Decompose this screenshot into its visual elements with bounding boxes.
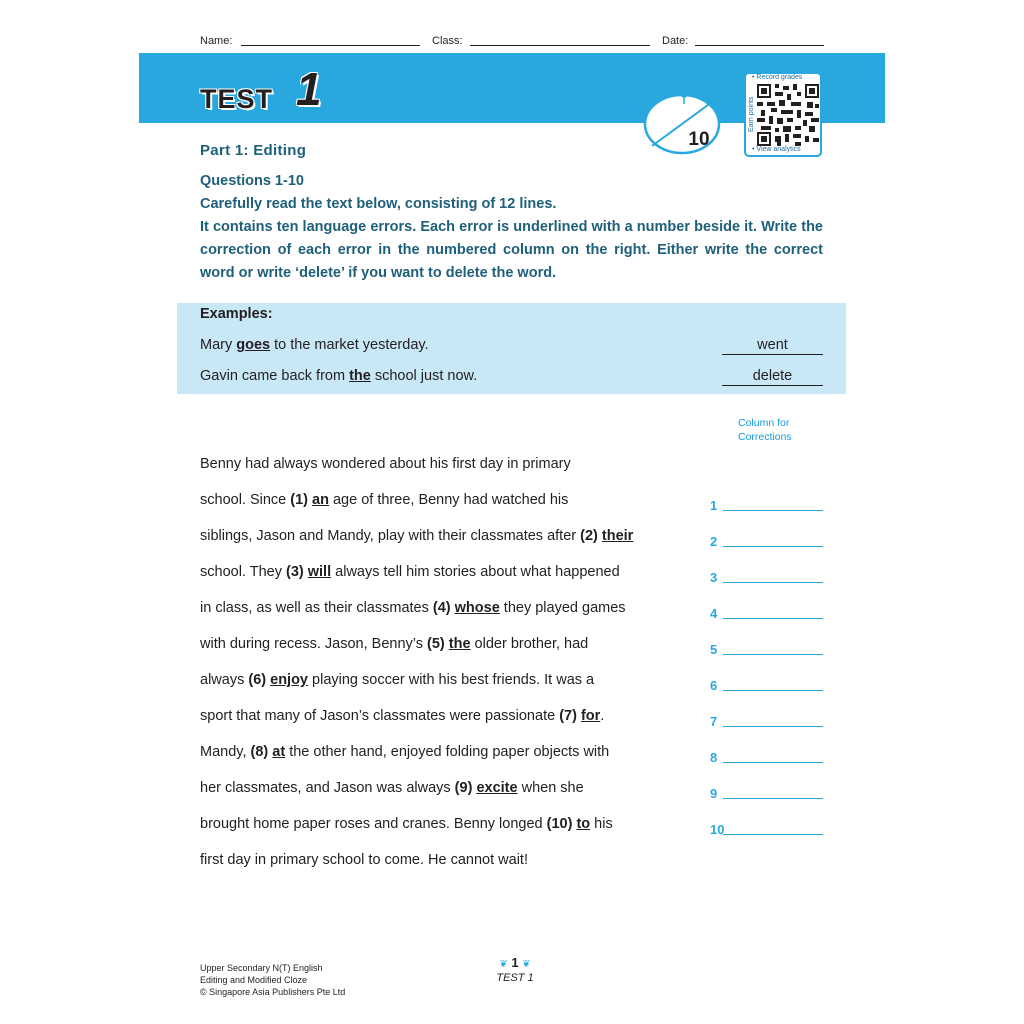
answer-number: 7 <box>710 714 718 729</box>
error-word: the <box>448 636 471 652</box>
test-number: 1 <box>296 63 322 115</box>
qr-analytics-text: • View analytics <box>752 146 801 153</box>
answer-number: 4 <box>710 606 718 621</box>
passage-line: first day in primary school to come. He cannot wait! <box>200 852 528 868</box>
name-field[interactable] <box>241 45 420 46</box>
class-field[interactable] <box>470 45 650 46</box>
example-error-word: goes <box>236 337 271 353</box>
footer-publisher: Upper Secondary N(T) English Editing and Modified Cloze © Singapore Asia Publishers Pte Ltd <box>200 963 346 997</box>
answer-field-5[interactable] <box>723 654 823 655</box>
error-word: whose <box>454 600 500 616</box>
passage-line: sport that many of Jason’s classmates were passionate (7) for. <box>200 708 605 724</box>
passage-line: Benny had always wondered about his first day in primary <box>200 456 571 472</box>
passage-line: in class, as well as their classmates (4) whose they played games <box>200 600 626 616</box>
page-number: ❦ 1 ❦ <box>499 955 531 970</box>
answer-number: 1 <box>710 498 718 513</box>
answer-number: 8 <box>710 750 718 765</box>
answer-field-4[interactable] <box>723 618 823 619</box>
page-test-label: TEST 1 <box>496 972 534 984</box>
passage-line: her classmates, and Jason was always (9) excite when she <box>200 780 584 796</box>
instruction-line: Carefully read the text below, consisting of 12 lines. <box>200 196 557 212</box>
example-answer: went <box>722 337 823 355</box>
example-sentence: Mary goes to the market yesterday. <box>200 337 429 353</box>
passage-line: always (6) enjoy playing soccer with his best friends. It was a <box>200 672 595 688</box>
error-word: at <box>272 744 286 760</box>
error-word: to <box>576 816 591 832</box>
example-sentence: Gavin came back from the school just now. <box>200 368 478 384</box>
answer-field-8[interactable] <box>723 762 823 763</box>
answer-number: 2 <box>710 534 718 549</box>
answer-field-9[interactable] <box>723 798 823 799</box>
name-label: Name: <box>200 35 233 47</box>
answer-field-6[interactable] <box>723 690 823 691</box>
answer-number: 10 <box>710 822 725 837</box>
answer-number: 9 <box>710 786 718 801</box>
instruction-paragraph: It contains ten language errors. Each error is underlined with a number beside it. Write the correction of each error in the numbered column on the right. Either write the correct word or write ‘delete’ if you want to delete the word. <box>200 219 823 281</box>
test-title: TEST <box>200 84 274 114</box>
passage-line: school. They (3) will always tell him stories about what happened <box>200 564 620 580</box>
passage-line: Mandy, (8) at the other hand, enjoyed folding paper objects with <box>200 744 610 760</box>
error-word: for <box>580 708 601 724</box>
answer-field-1[interactable] <box>723 510 823 511</box>
part-title: Part 1: Editing <box>200 142 307 159</box>
class-label: Class: <box>432 35 463 47</box>
score-disk <box>640 88 726 160</box>
qr-code-icon[interactable] <box>757 84 819 146</box>
qr-record-text: • Record grades <box>752 74 803 81</box>
answer-number: 5 <box>710 642 718 657</box>
answer-field-7[interactable] <box>723 726 823 727</box>
example-error-word: the <box>349 368 371 384</box>
error-word: will <box>307 564 332 580</box>
corrections-column-heading: Column for Corrections <box>738 417 792 443</box>
example-answer: delete <box>722 368 823 386</box>
passage-line: siblings, Jason and Mandy, play with their classmates after (2) their <box>200 528 634 544</box>
score-total: 10 <box>688 129 710 150</box>
error-word: enjoy <box>270 672 308 688</box>
answer-field-10[interactable] <box>723 834 823 835</box>
leaf-left-icon: ❦ <box>499 959 508 970</box>
answer-number: 6 <box>710 678 718 693</box>
date-label: Date: <box>662 35 689 47</box>
answer-field-2[interactable] <box>723 546 823 547</box>
questions-range: Questions 1-10 <box>200 173 304 189</box>
qr-side-text: Earn points <box>748 96 755 132</box>
error-word: an <box>312 492 329 508</box>
passage-line: with during recess. Jason, Benny’s (5) the older brother, had <box>200 636 589 652</box>
error-word: their <box>601 528 634 544</box>
answer-number: 3 <box>710 570 718 585</box>
passage-line: school. Since (1) an age of three, Benny had watched his <box>200 492 569 508</box>
error-word: excite <box>476 780 518 796</box>
leaf-right-icon: ❦ <box>522 959 531 970</box>
date-field[interactable] <box>695 45 824 46</box>
answer-field-3[interactable] <box>723 582 823 583</box>
examples-title: Examples: <box>200 306 273 322</box>
passage-line: brought home paper roses and cranes. Benny longed (10) to his <box>200 816 613 832</box>
